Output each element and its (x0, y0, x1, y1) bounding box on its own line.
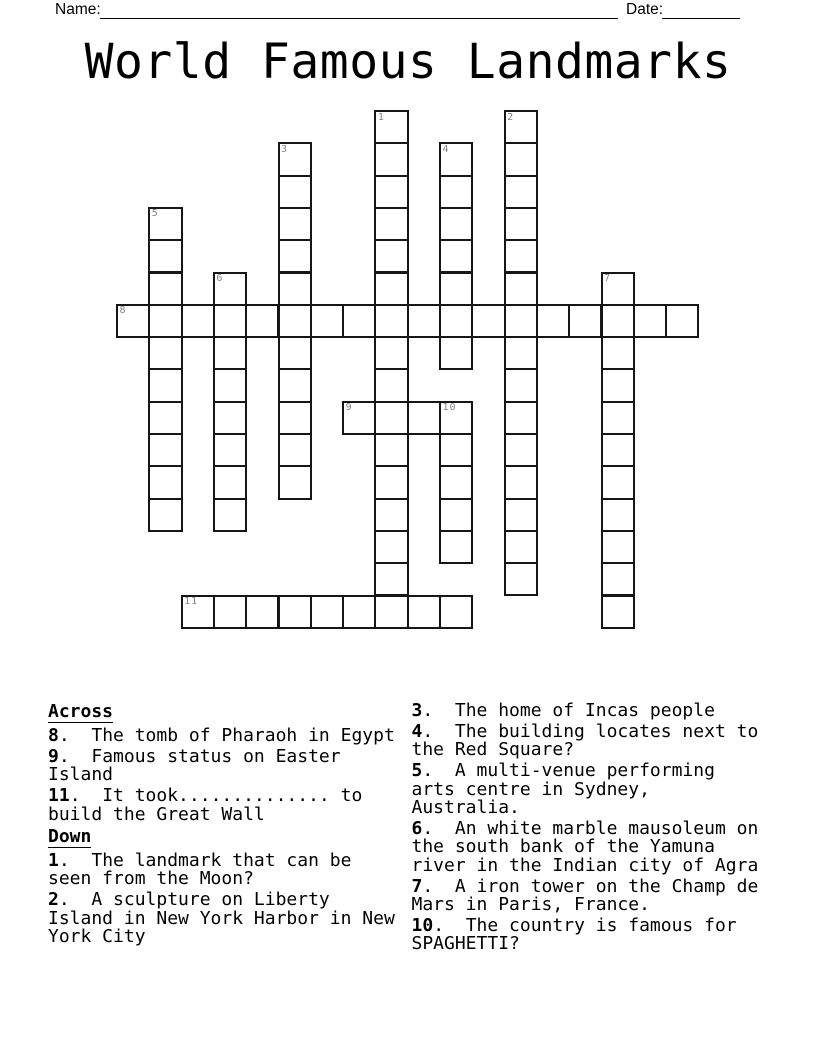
grid-cell (213, 595, 247, 629)
grid-cell (374, 207, 408, 241)
down-clues-left (48, 852, 395, 947)
grid-cell (601, 530, 635, 564)
clue-line: 10. The country is famous for (411, 914, 737, 936)
grid-cell (536, 304, 570, 338)
clues-right-column (412, 702, 759, 956)
clue-5 (412, 762, 759, 817)
cell-number: 4 (442, 143, 450, 155)
grid-cell (601, 272, 635, 306)
grid-cell (504, 175, 538, 209)
grid-cell (342, 304, 376, 338)
grid-cell (278, 207, 312, 241)
grid-cell (374, 142, 408, 176)
grid-cell (439, 272, 473, 306)
grid-cell (504, 304, 538, 338)
grid-cell (374, 110, 408, 144)
grid-cell (439, 239, 473, 273)
clue-line: arts centre in Sydney, (411, 778, 650, 800)
clue-line: SPAGHETTI? (411, 933, 520, 955)
down-heading-row (48, 827, 395, 848)
grid-cell (374, 272, 408, 306)
grid-cell (504, 562, 538, 596)
grid-cell (213, 465, 247, 499)
grid-cell (374, 401, 408, 435)
clue-11 (48, 787, 395, 824)
grid-cell (278, 304, 312, 338)
grid-cell (374, 562, 408, 596)
grid-cell (504, 433, 538, 467)
grid-cell (278, 336, 312, 370)
grid-cell (439, 595, 473, 629)
grid-cell (601, 433, 635, 467)
grid-cell (407, 401, 441, 435)
grid-cell (213, 368, 247, 402)
clue-line: Island in New York Harbor in New (48, 907, 395, 929)
grid-cell (278, 595, 312, 629)
grid-cell (148, 239, 182, 273)
grid-cell (213, 401, 247, 435)
grid-cell (213, 433, 247, 467)
grid-cell (374, 175, 408, 209)
grid-cell (213, 336, 247, 370)
grid-cell (504, 239, 538, 273)
grid-cell (310, 304, 344, 338)
grid-cell (148, 465, 182, 499)
grid-cell (213, 272, 247, 306)
grid-cell (439, 304, 473, 338)
cell-number: 10 (442, 402, 457, 414)
grid-cell (439, 175, 473, 209)
grid-cell (278, 368, 312, 402)
grid-cell (407, 595, 441, 629)
grid-cell (278, 401, 312, 435)
grid-cell (504, 110, 538, 144)
cell-number: 6 (216, 273, 224, 284)
grid-cell (601, 401, 635, 435)
clue-6 (411, 817, 759, 876)
cell-number: 1 (377, 111, 385, 123)
grid-cell (278, 465, 312, 499)
grid-cell (310, 595, 344, 629)
cell-number: 3 (281, 143, 289, 155)
grid-cell (504, 530, 538, 564)
across-heading: Across (48, 701, 114, 722)
clue-3 (412, 702, 759, 720)
grid-cell (504, 401, 538, 435)
grid-cell (601, 498, 635, 532)
clues-left-column (48, 702, 395, 949)
grid-cell (601, 562, 635, 596)
clue-line: 7. A iron tower on the Champ de (411, 875, 759, 897)
grid-cell (213, 304, 247, 338)
clue-line: Australia. (411, 797, 520, 819)
clue-9 (48, 745, 395, 786)
clue-line: build the Great Wall (48, 803, 265, 825)
grid-cell (278, 175, 312, 209)
across-clues (48, 727, 395, 824)
grid-cell (601, 304, 635, 338)
date-label: Date: (626, 1, 664, 18)
across-heading-row (48, 702, 395, 723)
grid-cell (504, 207, 538, 241)
clue-line: the south bank of the Yamuna (411, 836, 715, 858)
clue-2 (48, 891, 395, 946)
grid-cell (374, 465, 408, 499)
grid-cell (439, 465, 473, 499)
grid-cell (374, 595, 408, 629)
grid-cell (342, 595, 376, 629)
grid-cell (374, 433, 408, 467)
grid-cell (374, 239, 408, 273)
clue-line: river in the Indian city of Agra (411, 854, 759, 876)
grid-cell (633, 304, 667, 338)
clue-line: 6. An white marble mausoleum on (411, 817, 759, 839)
grid-cell (439, 401, 473, 435)
clue-7 (411, 875, 759, 916)
clue-10 (411, 914, 759, 955)
clue-line: 4. The building locates next to (411, 720, 759, 742)
grid-cell (439, 530, 473, 564)
grid-cell (504, 272, 538, 306)
grid-cell (148, 336, 182, 370)
grid-cell (116, 304, 150, 338)
cell-number: 9 (345, 402, 353, 414)
grid-cell (245, 304, 279, 338)
grid-cell (278, 272, 312, 306)
name-label: Name: (55, 1, 101, 18)
grid-cell (439, 142, 473, 176)
grid-cell (568, 304, 602, 338)
grid-cell (181, 304, 215, 338)
grid-cell (374, 368, 408, 402)
clue-line: 2. A sculpture on Liberty (48, 889, 330, 911)
grid-cell (374, 304, 408, 338)
cell-number: 7 (604, 273, 612, 284)
grid-cell (601, 465, 635, 499)
clue-1 (48, 852, 395, 889)
down-clues-right (412, 702, 759, 954)
grid-cell (245, 595, 279, 629)
cell-number: 8 (119, 305, 127, 317)
puzzle-title: World Famous Landmarks (84, 34, 732, 90)
clue-line: 1. The landmark that can be (48, 850, 352, 872)
grid-cell (504, 368, 538, 402)
grid-cell (213, 498, 247, 532)
grid-cell (504, 498, 538, 532)
grid-cell (148, 401, 182, 435)
grid-cell (601, 336, 635, 370)
cell-number: 5 (151, 208, 159, 220)
name-blank-line (100, 18, 618, 19)
clue-line: Island (48, 764, 114, 786)
clue-line: York City (48, 926, 146, 948)
clue-8 (48, 727, 395, 745)
cell-number: 11 (184, 596, 199, 607)
grid-cell (601, 595, 635, 629)
grid-cell (148, 498, 182, 532)
clue-line: 3. The home of Incas people (411, 700, 715, 721)
grid-cell (342, 401, 376, 435)
grid-cell (504, 142, 538, 176)
clue-line: the Red Square? (411, 739, 575, 761)
down-heading: Down (48, 826, 92, 848)
clue-line: 8. The tomb of Pharaoh in Egypt (48, 725, 395, 746)
grid-cell (181, 595, 215, 629)
clue-line: 5. A multi-venue performing (411, 760, 715, 782)
clue-line: 9. Famous status on Easter (48, 745, 341, 767)
grid-cell (148, 304, 182, 338)
grid-cell (278, 142, 312, 176)
grid-cell (148, 207, 182, 241)
grid-cell (148, 272, 182, 306)
grid-cell (439, 433, 473, 467)
grid-cell (665, 304, 699, 338)
grid-cell (374, 530, 408, 564)
grid-cell (278, 239, 312, 273)
clue-line: seen from the Moon? (48, 868, 254, 890)
date-blank-line (662, 18, 740, 19)
clue-line: 11. It took.............. to (48, 785, 363, 807)
clue-4 (411, 720, 759, 761)
grid-cell (439, 498, 473, 532)
grid-cell (471, 304, 505, 338)
grid-cell (407, 304, 441, 338)
grid-cell (148, 368, 182, 402)
grid-cell (278, 433, 312, 467)
grid-cell (148, 433, 182, 467)
grid-cell (374, 336, 408, 370)
grid-cell (439, 336, 473, 370)
clue-line: Mars in Paris, France. (411, 894, 650, 916)
grid-cell (374, 498, 408, 532)
grid-cell (601, 368, 635, 402)
grid-cell (439, 207, 473, 241)
grid-cell (504, 336, 538, 370)
cell-number: 2 (507, 111, 515, 123)
grid-cell (504, 465, 538, 499)
